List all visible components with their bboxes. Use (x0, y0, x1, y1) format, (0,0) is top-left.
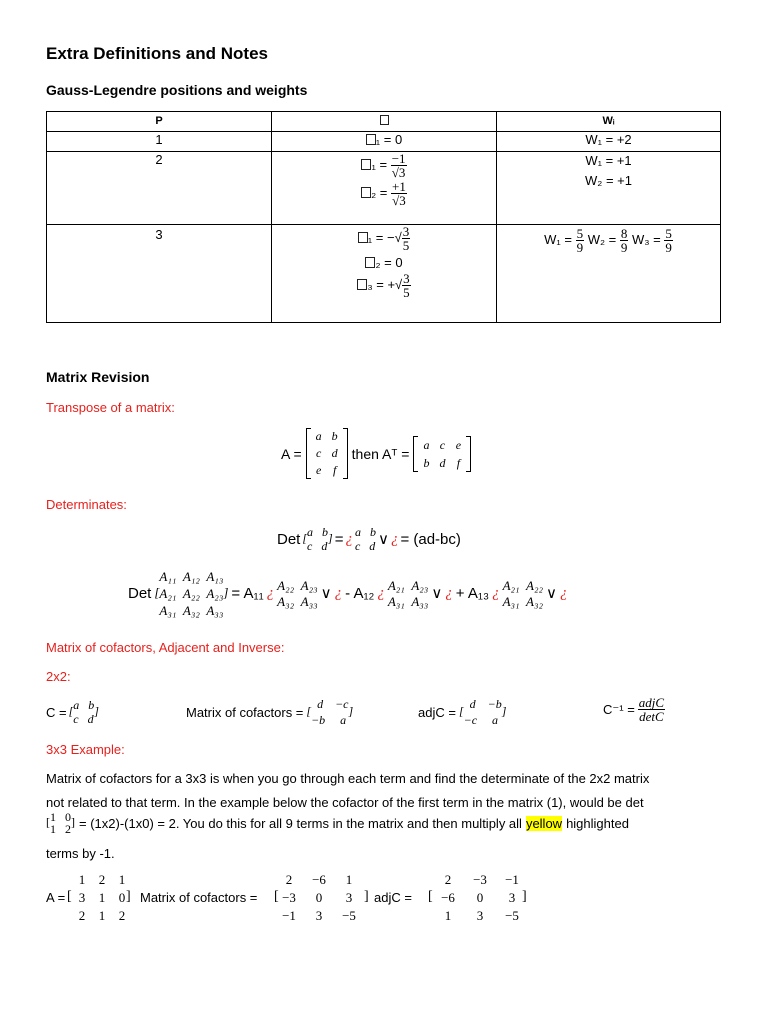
matrix-cell: −6 (312, 872, 326, 887)
adj-matrix-2x2: adjC = [ d −b −c a ] (418, 697, 507, 727)
col-w-header: Wᵢ (497, 112, 721, 132)
c-matrix: C = [ a b c d ] (46, 698, 99, 726)
transpose-label: Transpose of a matrix: (46, 400, 175, 415)
det2-equation: Det [ a b c d ] = ¿ a b c d ∨ ¿ = (ad-bc) (277, 525, 461, 553)
matrix-cell: −1 (505, 872, 519, 887)
col-x-header (272, 112, 497, 132)
transpose-equation: A = a b c d e f then Aᵀ = a c e b d f (281, 428, 471, 479)
matrix-cell: −5 (505, 908, 519, 923)
ex-moc-label: Matrix of cofactors = (140, 890, 258, 905)
matrix-cell: −3 (473, 872, 487, 887)
matrix-cofactors (272, 872, 368, 926)
ex-adj-label: adjC = (374, 890, 412, 905)
matrix-adj (428, 872, 528, 926)
matrix-cell: 1 (98, 890, 106, 905)
cofactor-matrix-2x2: Matrix of cofactors = [ d −c −b a ] (186, 697, 354, 727)
matrix-cell: 1 (98, 908, 106, 923)
matrix-heading: Matrix Revision (46, 369, 150, 385)
row1-p: 1 (47, 132, 272, 152)
matrix-cell: 2 (78, 908, 86, 923)
matrix-cell: 2 (98, 872, 106, 887)
row2-p: 2 (47, 152, 272, 225)
det3-equation: Det [ A₁₁ A₁₂ A₁₃ A₂₁ A₂₂ A₂₃ A₃₁ A₃₂ A₃₃ ] = A₁₁ ¿ A₂₂ A₂₃ A₃₂ A₃₃ ∨ ¿ - A₁₂ ¿ A₂₁ A₂₃ A₃₁ A₃₃ ∨ ¿ + A₁₃ ¿ A₂₁ A₂₂ A₃₁ A₃₂ ∨ ¿ (128, 569, 568, 618)
ex-a-label: A = (46, 890, 66, 905)
matrix-cell: 0 (118, 890, 126, 905)
inverse-2x2: C⁻¹ = $\frac{\text{adjC}}{\det C}$ (603, 695, 665, 724)
para-line-2: not related to that term. In the example below the cofactor of the first term in the matrix (1), would be det (46, 795, 644, 810)
matrix-cell: 1 (345, 872, 353, 887)
row3-p: 3 (47, 225, 272, 323)
row3-x: ₁ = −√ $\frac{3}{5}$ ₂ = 0 ₃ = +√ $\frac{3}{5}$ (272, 225, 497, 323)
row2-x: ₁ = $\frac{-1}{√3}$ ₂ = $\frac{+1}{√3}$ (272, 152, 497, 225)
matrix-cell: 1 (118, 872, 126, 887)
matrix-cell: 3 (315, 908, 323, 923)
para-line-3: [ 1 0 1 2 ] = (1x2)-(1x0) = 2. You do this for all 9 terms in the matrix and then multiply all yellow highlighted (46, 810, 629, 836)
matrix-cell: −5 (342, 908, 356, 923)
yellow-highlight: yellow (525, 815, 563, 831)
matrix-cell: 2 (444, 872, 452, 887)
matrix-cell: 3 (476, 908, 484, 923)
matrix-cell: 3 (345, 890, 353, 905)
row3-w: W₁ = $\frac{5}{9}$ W₂ = $\frac{8}{9}$ W₃ = $\frac{5}{9}$ (497, 225, 721, 323)
label-3x3: 3x3 Example: (46, 742, 125, 757)
matrix-cell: 0 (315, 890, 323, 905)
cofactor-label: Matrix of cofactors, Adjacent and Inverse: (46, 640, 285, 655)
matrix-cell: 2 (285, 872, 293, 887)
row1-x: ₁ = 0 (272, 132, 497, 152)
matrix-cell: 3 (78, 890, 86, 905)
col-p-header: P (47, 112, 272, 132)
para-line-4: terms by -1. (46, 846, 115, 861)
matrix-cell: 1 (444, 908, 452, 923)
label-2x2: 2x2: (46, 669, 71, 684)
matrix-cell: 0 (476, 890, 484, 905)
matrix-cell: −3 (282, 890, 296, 905)
gauss-table (46, 111, 721, 323)
page-title: Extra Definitions and Notes (46, 44, 268, 63)
matrix-cell: −1 (282, 908, 296, 923)
determinates-label: Determinates: (46, 497, 127, 512)
gauss-heading: Gauss-Legendre positions and weights (46, 82, 308, 98)
matrix-cell: 2 (118, 908, 126, 923)
matrix-cell: 3 (508, 890, 516, 905)
matrix-cell: 1 (78, 872, 86, 887)
matrix-cell: −6 (441, 890, 455, 905)
para-line-1: Matrix of cofactors for a 3x3 is when you go through each term and find the determinate of the 2x2 matrix (46, 771, 650, 786)
row1-w: W₁ = +2 (497, 132, 721, 152)
row2-w: W₁ = +1 W₂ = +1 (497, 152, 721, 225)
